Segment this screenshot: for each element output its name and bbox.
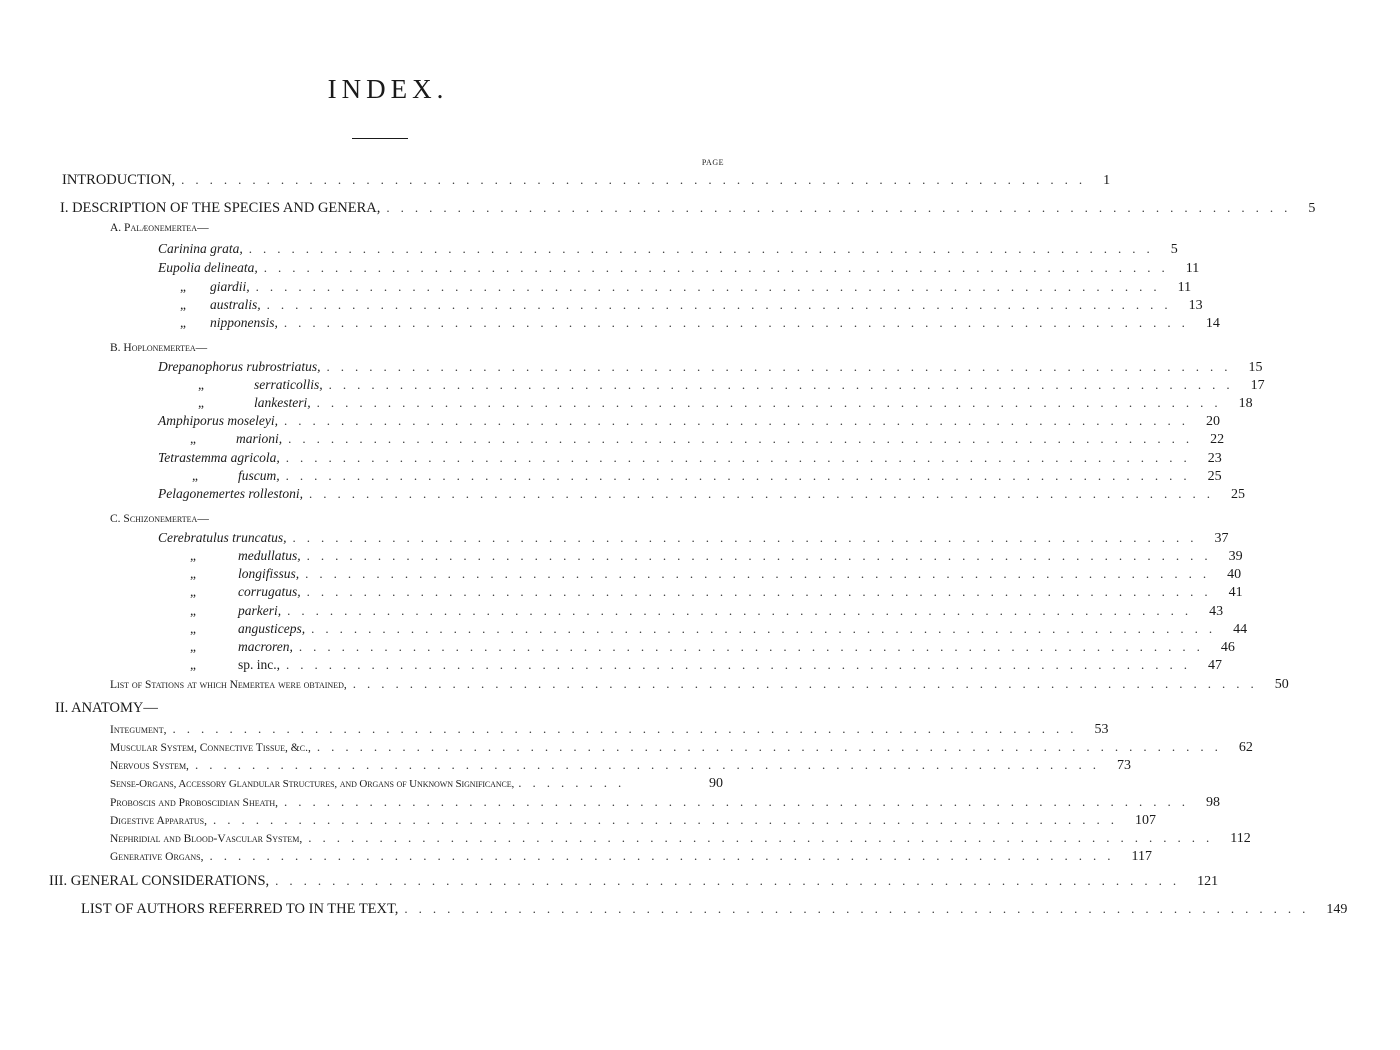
index-entry-cerebratulus — [0, 530, 1229, 550]
index-entry-lankesteri — [0, 395, 1253, 415]
entry-page: 22 — [1210, 432, 1225, 447]
entry-label: parkeri, — [238, 603, 282, 618]
entry-label: serraticollis, — [254, 377, 323, 392]
index-entry-pelagonemertes — [0, 486, 1245, 506]
index-entry-introduction — [0, 172, 1111, 192]
index-entry-parkeri — [0, 603, 1224, 623]
index-section-palaeonemertea — [0, 222, 776, 242]
index-entry-sp-inc — [0, 657, 1222, 677]
entry-label: longifissus, — [238, 566, 300, 581]
entry-page: 46 — [1220, 640, 1235, 655]
index-entry-nephridial — [0, 830, 1251, 850]
index-entry-drepanophorus — [0, 359, 1263, 379]
entry-page: 37 — [1214, 531, 1229, 546]
dot-leader: ........ — [518, 775, 633, 790]
entry-page: 43 — [1209, 604, 1224, 619]
entry-page: 50 — [1274, 677, 1289, 692]
entry-page: 13 — [1188, 298, 1203, 313]
entry-label: nipponensis, — [210, 315, 278, 330]
entry-label: Amphiporus moseleyi, — [158, 413, 278, 428]
index-entry-fuscum — [0, 468, 1222, 488]
index-entry-list-of-authors — [0, 901, 1348, 921]
entry-page: 14 — [1205, 316, 1220, 331]
index-entry-medullatus — [0, 548, 1243, 568]
ditto-mark: „ — [190, 431, 196, 446]
index-entry-integument — [0, 721, 1109, 741]
ditto-mark: „ — [180, 297, 186, 312]
entry-page: 20 — [1205, 414, 1220, 429]
entry-label: sp. inc., — [238, 657, 280, 672]
entry-page: 11 — [1185, 261, 1200, 276]
entry-page: 1 — [1103, 173, 1111, 188]
ditto-mark: „ — [180, 315, 186, 330]
entry-label: australis, — [210, 297, 261, 312]
index-entry-eupolia — [0, 260, 1200, 280]
dot-leader: ................................................................ — [263, 260, 1176, 275]
entry-label: corrugatus, — [238, 584, 301, 599]
entry-label: LIST OF AUTHORS REFERRED TO IN THE TEXT, — [81, 901, 399, 917]
title-rule — [352, 138, 408, 139]
dot-leader: ................................................................ — [308, 830, 1221, 845]
dot-leader: ................................................................ — [287, 603, 1200, 618]
dot-leader: ................................................................ — [305, 566, 1218, 581]
dot-leader: ................................................................ — [306, 548, 1219, 563]
ditto-mark: „ — [180, 279, 186, 294]
index-entry-longifissus — [0, 566, 1242, 586]
entry-label: Eupolia delineata, — [158, 260, 258, 275]
index-entry-serraticollis — [0, 377, 1265, 397]
index-entry-general-considerations — [0, 873, 1219, 893]
dot-leader: ................................................................ — [284, 794, 1197, 809]
index-entry-sense-organs — [0, 775, 776, 795]
index-entry-marioni — [0, 431, 1225, 451]
dot-leader: ................................................................ — [404, 901, 1317, 916]
dot-leader: ................................................................ — [288, 431, 1201, 446]
entry-label: A. Palæonemertea— — [110, 222, 209, 234]
entry-page: 15 — [1248, 360, 1263, 375]
entry-label: C. Schizonemertea— — [110, 513, 209, 525]
dot-leader: ................................................................ — [285, 450, 1198, 465]
dot-leader: ................................................................ — [181, 172, 1094, 187]
entry-page: 121 — [1197, 874, 1219, 889]
dot-leader: ................................................................ — [194, 757, 1107, 772]
entry-label: lankesteri, — [254, 395, 311, 410]
ditto-mark: „ — [190, 566, 196, 581]
ditto-mark: „ — [190, 621, 196, 636]
entry-label: marioni, — [236, 431, 283, 446]
dot-leader: ................................................................ — [283, 413, 1196, 428]
index-entry-stations — [0, 676, 1289, 696]
entry-label: Sense-Organs, Accessory Glandular Structures, and Organs of Unknown Significance, — [110, 778, 515, 790]
entry-page: 25 — [1207, 469, 1222, 484]
index-section-anatomy — [0, 700, 776, 720]
dot-leader: ................................................................ — [316, 739, 1229, 754]
index-entry-angusticeps — [0, 621, 1248, 641]
ditto-mark: „ — [198, 395, 204, 410]
entry-page: 40 — [1227, 567, 1242, 582]
entry-label: Pelagonemertes rollestoni, — [158, 486, 303, 501]
entry-label: Muscular System, Connective Tissue, &c., — [110, 742, 311, 754]
entry-page: 11 — [1177, 280, 1192, 295]
ditto-mark: „ — [192, 468, 198, 483]
index-entry-proboscis — [0, 794, 1221, 814]
entry-label: II. ANATOMY— — [55, 700, 158, 716]
dot-leader: ................................................................ — [306, 584, 1219, 599]
entry-label: fuscum, — [238, 468, 280, 483]
entry-label: Digestive Apparatus, — [110, 815, 207, 827]
entry-label: List of Stations at which Nemertea were obtained, — [110, 679, 347, 691]
index-entry-generative — [0, 848, 1152, 868]
entry-page: 5 — [1308, 201, 1316, 216]
entry-label: medullatus, — [238, 548, 301, 563]
dot-leader: ................................................................ — [275, 873, 1188, 888]
dot-leader: ................................................................ — [248, 241, 1161, 256]
dot-leader: ................................................................ — [328, 377, 1241, 392]
index-entry-muscular — [0, 739, 1253, 759]
index-entry-tetrastemma — [0, 450, 1222, 470]
entry-page: 23 — [1207, 451, 1222, 466]
entry-label: INTRODUCTION, — [62, 172, 176, 188]
entry-label: angusticeps, — [238, 621, 306, 636]
ditto-mark: „ — [190, 603, 196, 618]
dot-leader: ................................................................ — [285, 468, 1198, 483]
dot-leader: ................................................................ — [255, 279, 1168, 294]
entry-label: I. DESCRIPTION OF THE SPECIES AND GENERA, — [60, 200, 381, 216]
dot-leader: ................................................................ — [266, 297, 1179, 312]
entry-page: 90 — [709, 776, 723, 791]
dot-leader: ................................................................ — [213, 812, 1125, 827]
index-entry-nipponensis — [0, 315, 1220, 335]
entry-label: B. Hoplonemertea— — [110, 342, 208, 354]
entry-page: 47 — [1208, 658, 1222, 673]
entry-page: 117 — [1131, 849, 1152, 864]
index-entry-giardii — [0, 279, 1192, 299]
entry-page: 98 — [1206, 795, 1221, 810]
entry-page: 53 — [1094, 722, 1109, 737]
entry-page: 149 — [1326, 902, 1348, 917]
index-entry-australis — [0, 297, 1203, 317]
entry-label: macroren, — [238, 639, 293, 654]
entry-page: 39 — [1228, 549, 1243, 564]
dot-leader: ................................................................ — [283, 315, 1196, 330]
entry-label: Nephridial and Blood-Vascular System, — [110, 833, 303, 845]
entry-page: 107 — [1135, 813, 1156, 828]
dot-leader: ................................................................ — [308, 486, 1221, 501]
ditto-mark: „ — [190, 657, 196, 672]
ditto-mark: „ — [190, 548, 196, 563]
dot-leader: ................................................................ — [172, 721, 1085, 736]
entry-page: 41 — [1228, 585, 1243, 600]
page-title: INDEX. — [327, 74, 449, 104]
entry-page: 62 — [1238, 740, 1253, 755]
entry-label: Generative Organs, — [110, 851, 204, 863]
entry-label: III. GENERAL CONSIDERATIONS, — [49, 873, 270, 889]
entry-label: Integument, — [110, 724, 167, 736]
entry-page: 73 — [1116, 758, 1131, 773]
dot-leader: ................................................................ — [326, 359, 1239, 374]
dot-leader: ................................................................ — [386, 200, 1299, 215]
dot-leader: ................................................................ — [209, 848, 1122, 863]
entry-page: 18 — [1238, 396, 1253, 411]
index-entry-digestive — [0, 812, 1156, 832]
ditto-mark: „ — [190, 584, 196, 599]
entry-page: 17 — [1250, 378, 1265, 393]
index-entry-macroren — [0, 639, 1235, 659]
index-entry-description — [0, 200, 1316, 220]
page-column-header: PAGE — [701, 158, 724, 167]
entry-label: giardii, — [210, 279, 250, 294]
ditto-mark: „ — [190, 639, 196, 654]
ditto-mark: „ — [198, 377, 204, 392]
dot-leader: ................................................................ — [352, 676, 1265, 691]
entry-label: Nervous System, — [110, 760, 189, 772]
entry-page: 5 — [1170, 242, 1178, 257]
entry-page: 44 — [1233, 622, 1248, 637]
index-entry-amphiporus — [0, 413, 1220, 433]
index-entry-nervous — [0, 757, 1131, 777]
entry-label: Drepanophorus rubrostriatus, — [158, 359, 321, 374]
dot-leader: ................................................................ — [292, 530, 1205, 545]
entry-page: 112 — [1230, 831, 1251, 846]
entry-page: 25 — [1230, 487, 1245, 502]
index-entry-corrugatus — [0, 584, 1243, 604]
entry-label: Tetrastemma agricola, — [158, 450, 280, 465]
dot-leader: ................................................................ — [286, 657, 1198, 672]
index-entry-carinina — [0, 241, 1178, 261]
dot-leader: ................................................................ — [311, 621, 1224, 636]
entry-label: Carinina grata, — [158, 241, 243, 256]
entry-label: Proboscis and Proboscidian Sheath, — [110, 797, 279, 809]
entry-label: Cerebratulus truncatus, — [158, 530, 287, 545]
dot-leader: ................................................................ — [298, 639, 1211, 654]
dot-leader: ................................................................ — [316, 395, 1229, 410]
